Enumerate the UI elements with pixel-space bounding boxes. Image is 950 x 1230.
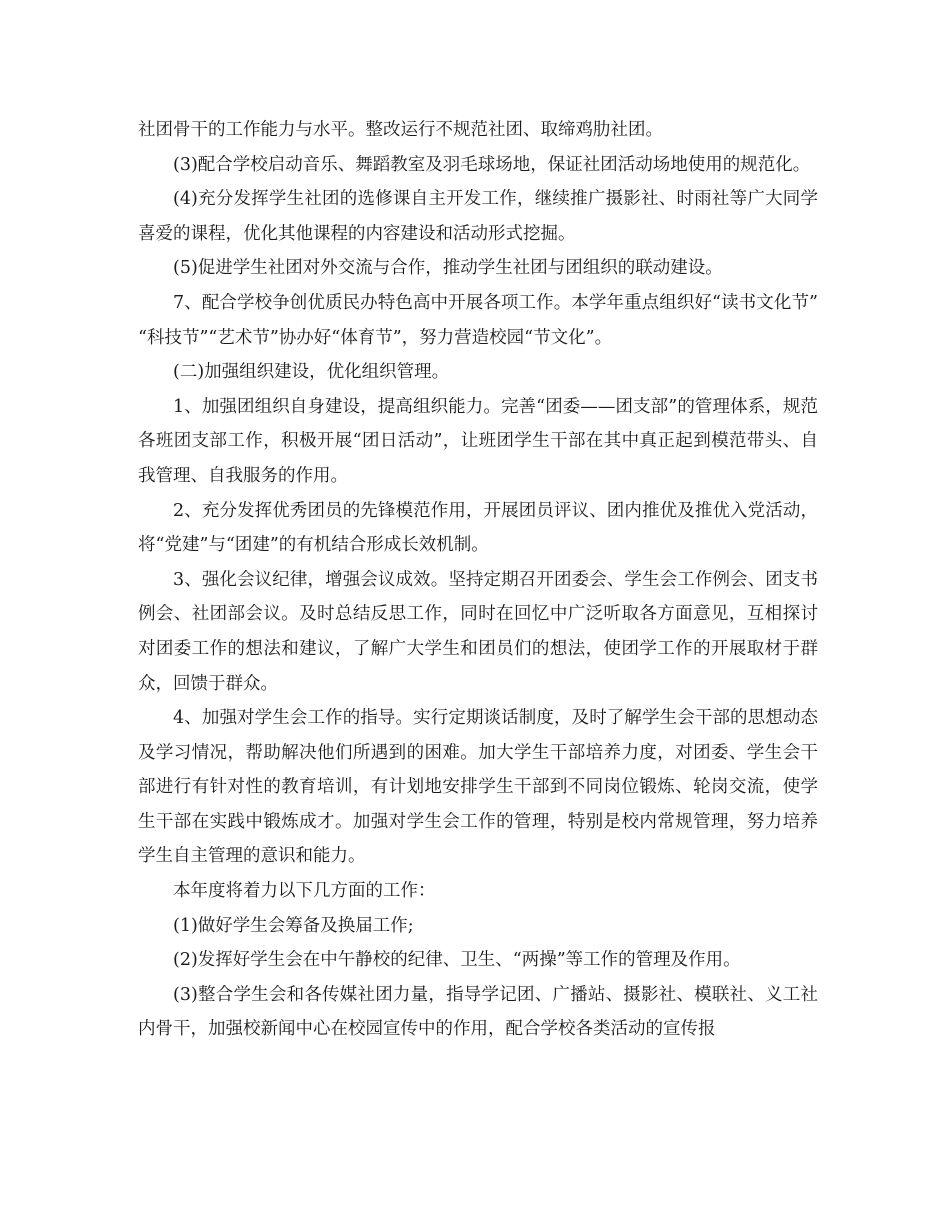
paragraph: (4)充分发挥学生社团的选修课自主开发工作，继续推广摄影社、时雨社等广大同学喜爱的课程，优化其他课程的内容建设和活动形式挖掘。: [138, 189, 818, 244]
paragraph: 3、强化会议纪律，增强会议成效。坚持定期召开团委会、学生会工作例会、团支书例会、社团部会议。及时总结反思工作，同时在回忆中广泛听取各方面意见，互相探讨对团委工作的想法和建议，了解广大学生和团员们的想法，使团学工作的开展取材于群众，回馈于群众。: [138, 569, 818, 694]
paragraph: 2、充分发挥优秀团员的先锋模范作用，开展团员评议、团内推优及推优入党活动，将“党建”与“团建”的有机结合形成长效机制。: [138, 500, 818, 556]
paragraph: 社团骨干的工作能力与水平。整改运行不规范社团、取缔鸡肋社团。: [138, 120, 663, 140]
section-heading: (二)加强组织建设，优化组织管理。: [173, 362, 450, 383]
paragraph: (5)促进学生社团对外交流与合作，推动学生社团与团组织的联动建设。: [173, 258, 723, 279]
paragraph: (3)配合学校启动音乐、舞蹈教室及羽毛球场地，保证社团活动场地使用的规范化。: [173, 154, 811, 175]
paragraph: 4、加强对学生会工作的指导。实行定期谈话制度，及时了解学生会干部的思想动态及学习情况，帮助解决他们所遇到的困难。加大学生干部培养力度，对团委、学生会干部进行有针对性的教育培训，有计划地安排学生干部到不同岗位锻炼、轮岗交流，使学生干部在实践中锻炼成才。加强对学生会工作的管理，特别是校内常规管理，努力培养学生自主管理的意识和能力。: [138, 708, 818, 867]
paragraph: 7、配合学校争创优质民办特色高中开展各项工作。本学年重点组织好“读书文化节”“科技节”“艺术节”协办好“体育节”，努力营造校园“节文化”。: [138, 292, 818, 348]
list-item: (1)做好学生会筹备及换届工作;: [173, 915, 414, 936]
document-body: [138, 113, 818, 1047]
list-item: (3)整合学生会和各传媒社团力量，指导学记团、广播站、摄影社、模联社、义工社内骨干，加强校新闻中心在校园宣传中的作用，配合学校各类活动的宣传报: [138, 984, 818, 1040]
paragraph: 本年度将着力以下几方面的工作：: [173, 881, 436, 902]
list-item: (2)发挥好学生会在中午静校的纪律、卫生、“两操”等工作的管理及作用。: [173, 950, 741, 971]
paragraph: 1、加强团组织自身建设，提高组织能力。完善“团委——团支部”的管理体系，规范各班团支部工作，积极开展“团日活动”，让班团学生干部在其中真正起到模范带头、自我管理、自我服务的作用。: [138, 396, 818, 486]
